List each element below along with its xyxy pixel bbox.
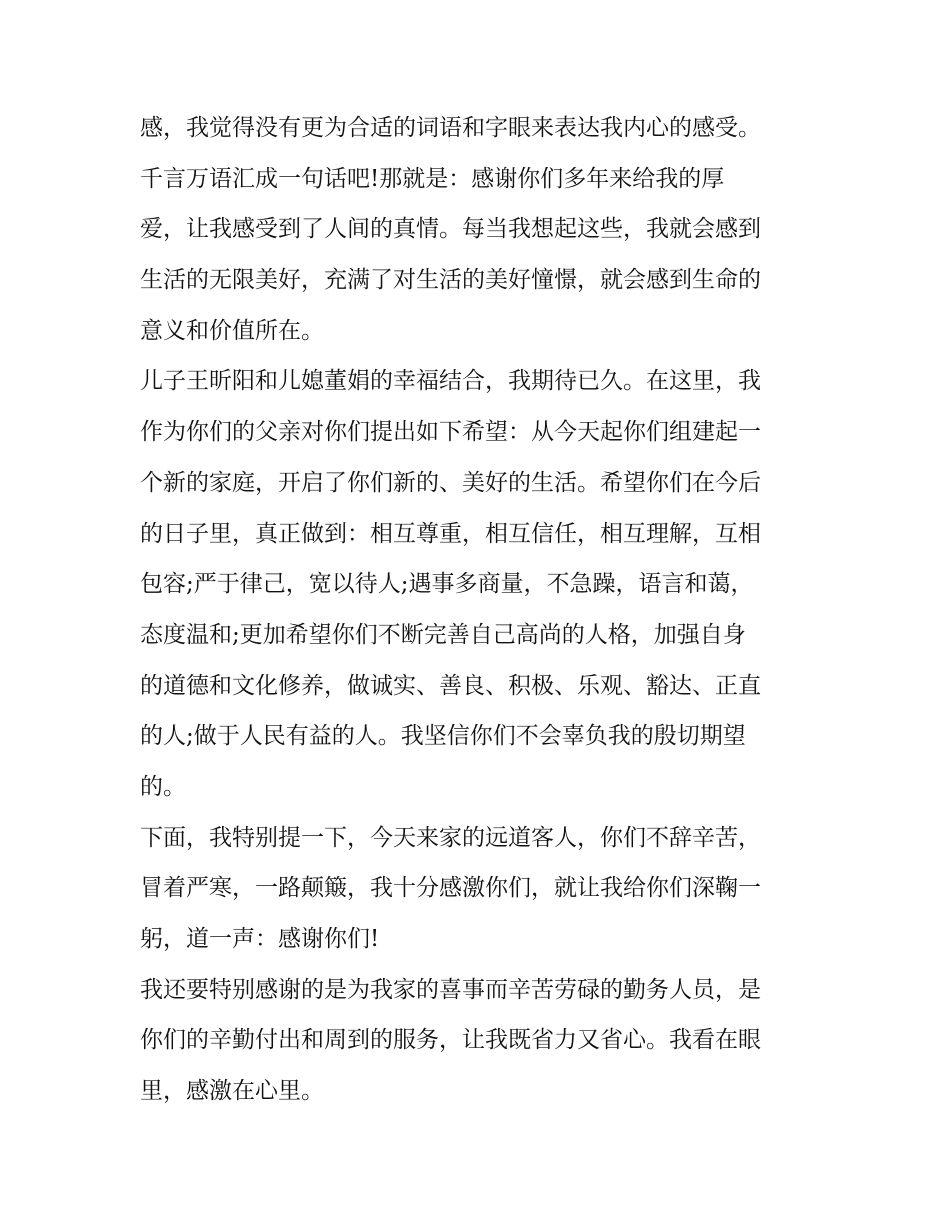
text-line: 的。 bbox=[140, 773, 186, 800]
text-line: 千言万语汇成一句话吧!那就是：感谢你们多年来给我的厚 bbox=[140, 165, 725, 192]
text-line: 的日子里，真正做到：相互尊重，相互信任，相互理解，互相 bbox=[140, 520, 761, 547]
text-line: 意义和价值所在。 bbox=[140, 317, 324, 344]
text-line: 的道德和文化修养，做诚实、善良、积极、乐观、豁达、正直 bbox=[140, 672, 761, 699]
text-line: 作为你们的父亲对你们提出如下希望：从今天起你们组建起一 bbox=[140, 419, 761, 446]
text-line: 态度温和;更加希望你们不断完善自己高尚的人格，加强自身 bbox=[140, 621, 746, 648]
text-line: 的人;做于人民有益的人。我坚信你们不会辜负我的殷切期望 bbox=[140, 723, 746, 750]
text-line: 个新的家庭，开启了你们新的、美好的生活。希望你们在今后 bbox=[140, 469, 761, 496]
text-line: 生活的无限美好，充满了对生活的美好憧憬，就会感到生命的 bbox=[140, 267, 761, 294]
text-line: 爱，让我感受到了人间的真情。每当我想起这些，我就会感到 bbox=[140, 216, 761, 243]
text-line: 躬，道一声：感谢你们! bbox=[140, 926, 380, 952]
text-line: 冒着严寒，一路颠簸，我十分感激你们，就让我给你们深鞠一 bbox=[140, 875, 761, 902]
text-line: 我还要特别感谢的是为我家的喜事而辛苦劳碌的勤务人员，是 bbox=[140, 976, 761, 1003]
text-line: 下面，我特别提一下，今天来家的远道客人，你们不辞辛苦， bbox=[140, 824, 761, 851]
body-text bbox=[140, 103, 830, 1117]
text-line: 儿子王昕阳和儿媳董娟的幸福结合，我期待已久。在这里，我 bbox=[140, 368, 761, 395]
text-line: 里，感激在心里。 bbox=[140, 1078, 324, 1105]
text-line: 包容;严于律己，宽以待人;遇事多商量，不急躁，语言和蔼， bbox=[140, 571, 754, 598]
text-line: 你们的辛勤付出和周到的服务，让我既省力又省心。我看在眼 bbox=[140, 1027, 761, 1054]
text-line: 感，我觉得没有更为合适的词语和字眼来表达我内心的感受。 bbox=[140, 115, 761, 141]
